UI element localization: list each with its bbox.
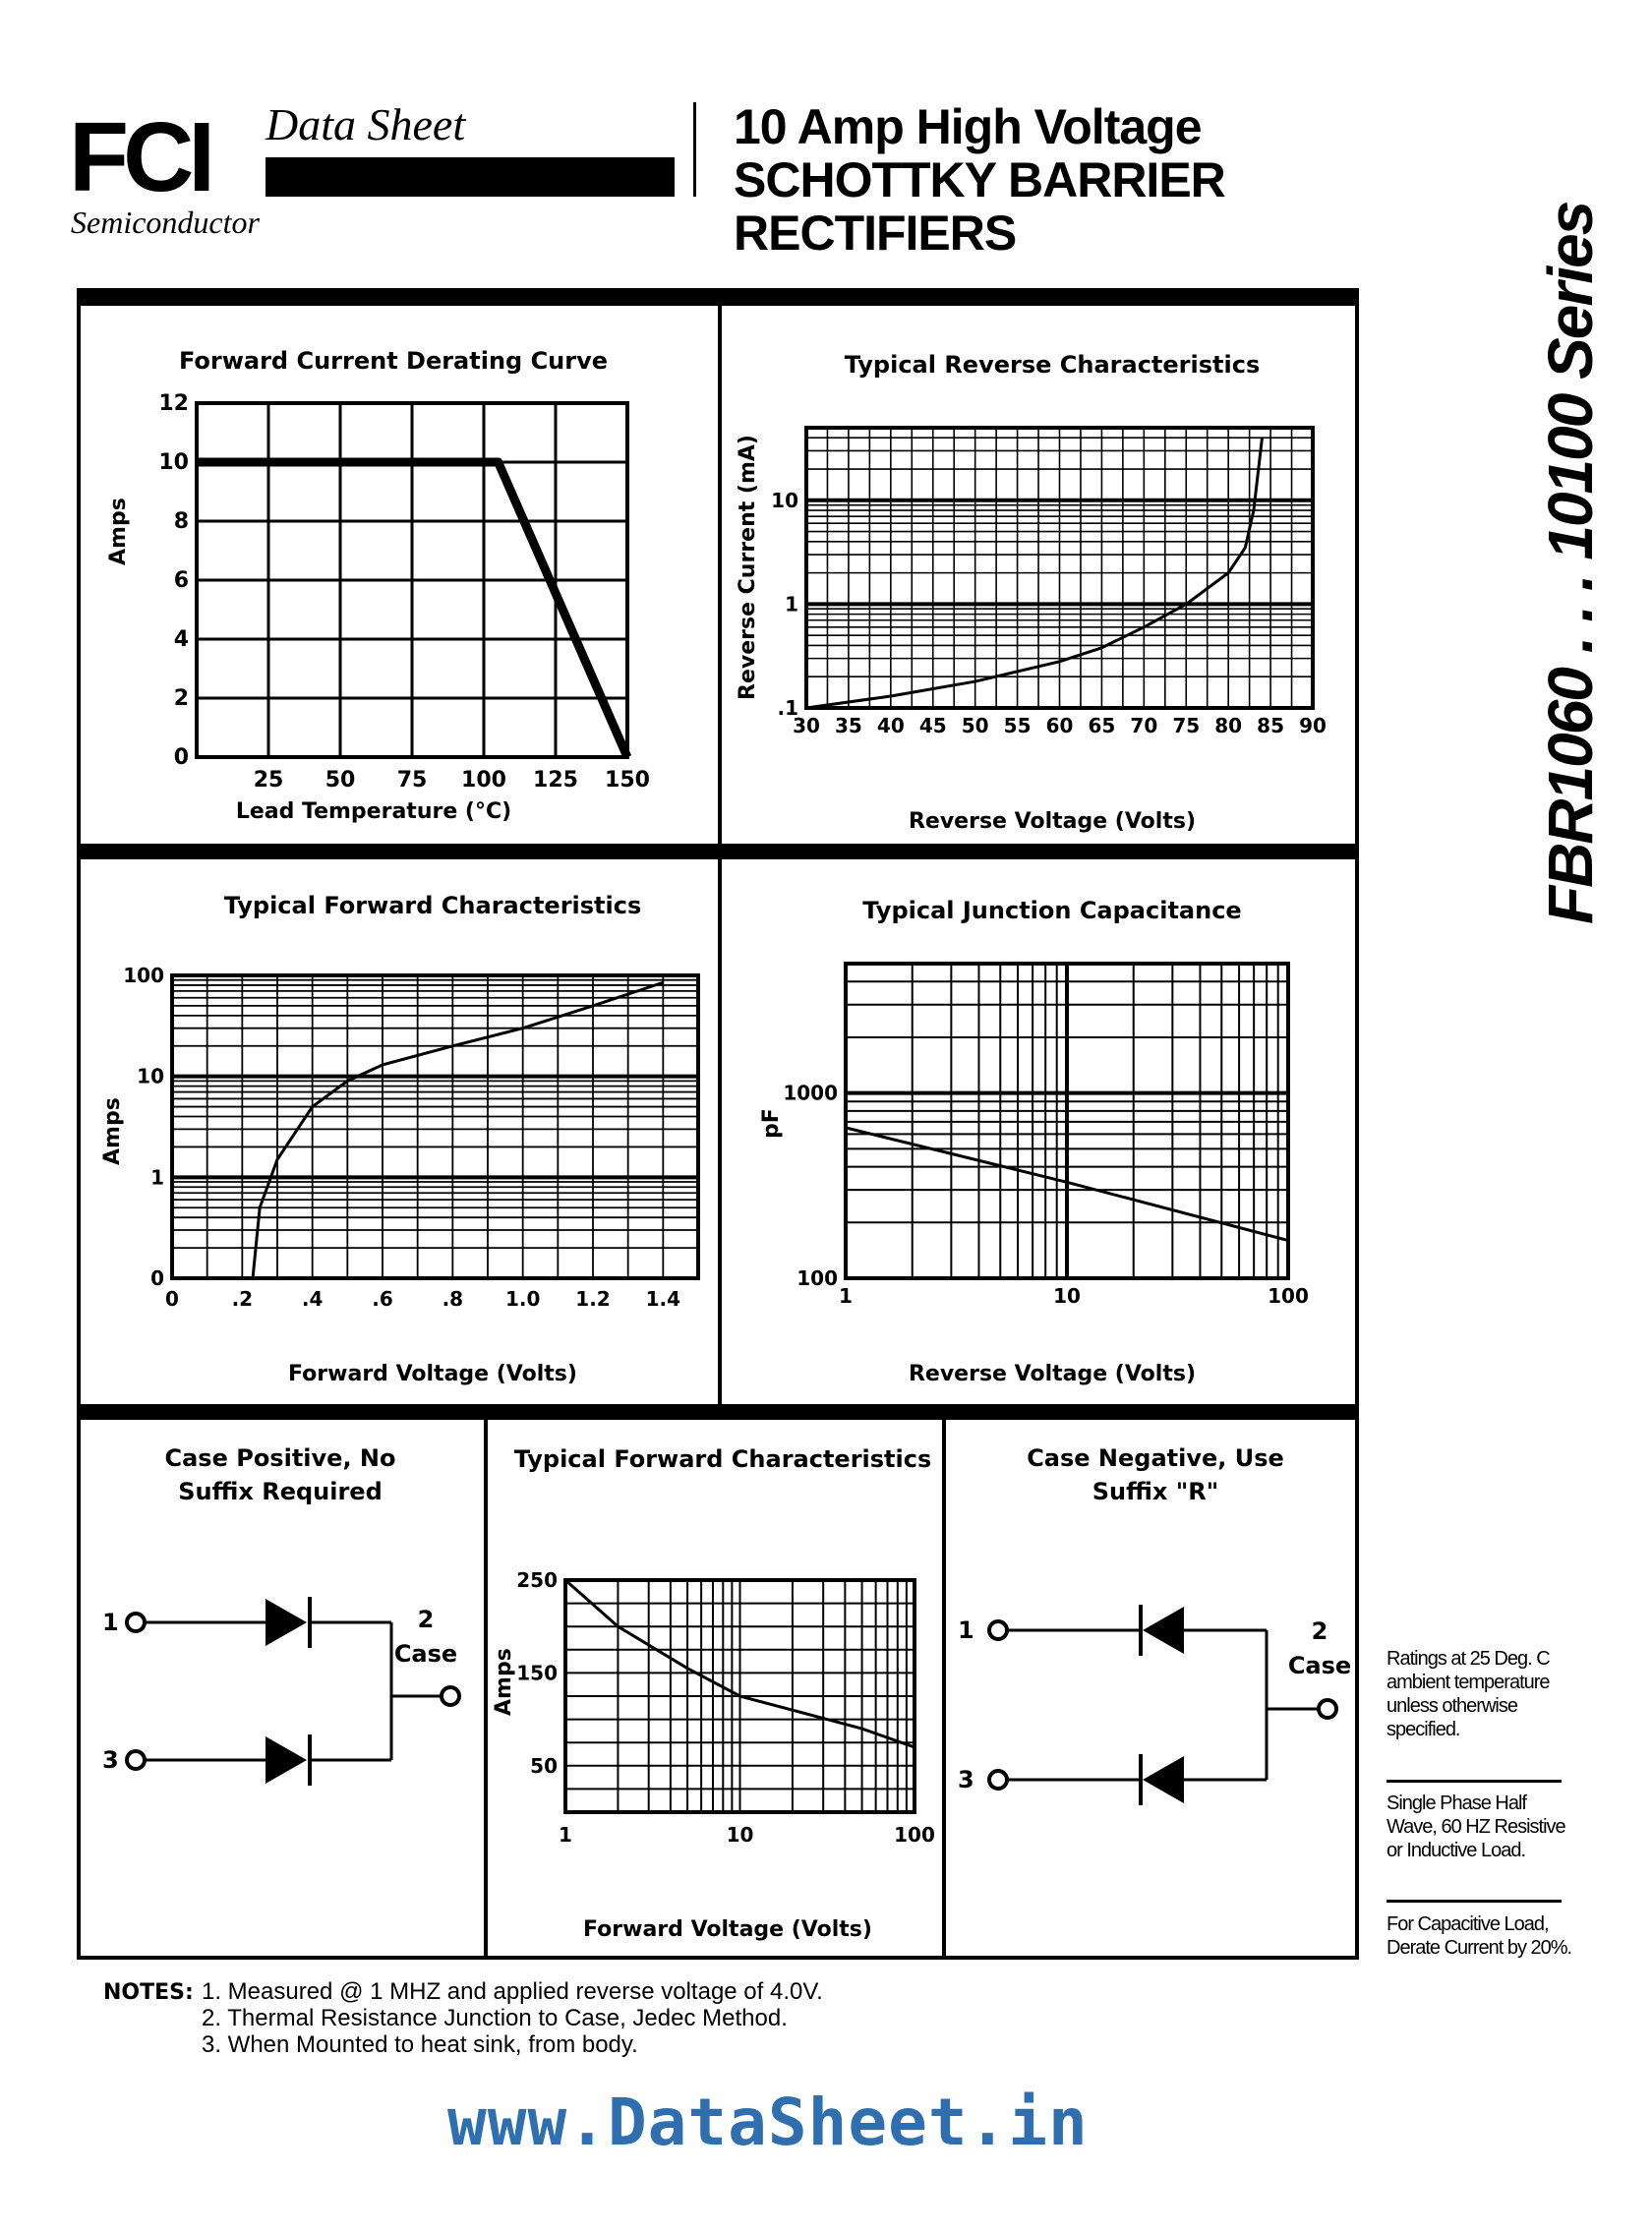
- x-tick-label: .2: [231, 1287, 254, 1311]
- pin-2-terminal: [442, 1687, 459, 1705]
- capacitance-ylabel: pF: [759, 1108, 784, 1139]
- reverse-ylabel: Reverse Current (mA): [736, 435, 760, 700]
- y-tick-label: .1: [777, 696, 798, 720]
- x-tick-label: 30: [793, 714, 820, 737]
- frame-bottom: [77, 1956, 1359, 1960]
- note-2: 2. Thermal Resistance Junction to Case, Jedec Method.: [202, 2005, 788, 2031]
- x-tick-label: 100: [1268, 1284, 1309, 1308]
- x-tick-label: 1.2: [575, 1287, 611, 1311]
- y-tick-label: 10: [158, 450, 189, 475]
- header-bar: [266, 157, 675, 197]
- surge-ylabel: Amps: [492, 1648, 516, 1716]
- y-tick-label: 250: [516, 1568, 558, 1592]
- case-positive-title-line-1: Case Positive, No: [164, 1444, 396, 1472]
- diode-1-icon: [266, 1599, 307, 1646]
- pin-2-label: 2: [417, 1606, 435, 1633]
- x-tick-label: 100: [894, 1823, 935, 1847]
- note-3: 3. When Mounted to heat sink, from body.: [202, 2031, 638, 2058]
- pin-3-label: 3: [102, 1746, 119, 1774]
- neg-pin-2-label: 2: [1311, 1617, 1328, 1645]
- y-tick-label: 1000: [783, 1081, 838, 1105]
- fci-logo: [69, 102, 246, 212]
- capacitance-chart: [783, 949, 1337, 1313]
- logo-text: FCI: [69, 102, 210, 212]
- neg-diode-3-icon: [1143, 1756, 1184, 1803]
- x-tick-label: 40: [876, 714, 905, 737]
- x-tick-label: 80: [1214, 714, 1243, 737]
- x-tick-label: 45: [918, 714, 947, 737]
- x-tick-label: 1.4: [645, 1287, 681, 1311]
- case-negative-schematic: [944, 1573, 1357, 1809]
- x-tick-label: 55: [1003, 714, 1032, 737]
- forward-ylabel: Amps: [100, 1097, 125, 1165]
- x-tick-label: 60: [1045, 714, 1074, 737]
- x-tick-label: 70: [1130, 714, 1158, 737]
- y-tick-label: 10: [137, 1064, 164, 1088]
- x-tick-label: 1: [559, 1823, 572, 1847]
- derating-chart: [98, 383, 649, 796]
- x-tick-label: 90: [1299, 714, 1327, 737]
- pin-3-terminal: [127, 1751, 145, 1769]
- y-tick-label: 8: [173, 509, 189, 534]
- diode-3-icon: [266, 1736, 307, 1784]
- y-tick-label: 0: [150, 1266, 164, 1290]
- notes-label: NOTES:: [103, 1980, 194, 2005]
- x-tick-label: 125: [533, 768, 578, 793]
- x-tick-label: .4: [301, 1287, 324, 1311]
- y-tick-label: 100: [796, 1266, 838, 1290]
- x-tick-label: 65: [1088, 714, 1116, 737]
- y-tick-label: 50: [530, 1753, 558, 1778]
- y-tick-label: 6: [173, 568, 189, 593]
- watermark-link[interactable]: www.DataSheet.in: [447, 2085, 1089, 2160]
- neg-pin-1-label: 1: [958, 1616, 974, 1644]
- x-tick-label: 100: [461, 768, 506, 793]
- y-tick-label: 150: [516, 1661, 558, 1685]
- reverse-xlabel: Reverse Voltage (Volts): [908, 809, 1196, 834]
- case-negative-title: [983, 1441, 1328, 1508]
- y-tick-label: 12: [158, 391, 189, 416]
- page-title-line-3: RECTIFIERS: [734, 206, 1017, 261]
- side-rule-1: [1386, 1780, 1562, 1783]
- y-tick-label: 4: [173, 627, 189, 652]
- x-tick-label: 1.0: [504, 1287, 541, 1311]
- case-negative-title-line-2: Suffix "R": [1092, 1478, 1219, 1505]
- x-tick-label: 35: [834, 714, 862, 737]
- col-divider-left: [484, 1404, 488, 1960]
- forward-chart: [123, 954, 708, 1318]
- x-tick-label: 50: [961, 714, 989, 737]
- x-tick-label: 25: [253, 768, 284, 793]
- col-divider-top: [718, 288, 722, 1419]
- series-label: FBR1060 . . . 10100 Series: [1535, 202, 1606, 924]
- reverse-chart: [757, 413, 1328, 747]
- x-tick-label: 50: [324, 768, 356, 793]
- pin-1-label: 1: [102, 1609, 119, 1636]
- x-tick-label: .6: [372, 1287, 393, 1311]
- x-tick-label: 150: [605, 768, 650, 793]
- note-1: 1. Measured @ 1 MHZ and applied reverse voltage of 4.0V.: [202, 1978, 823, 2005]
- derating-xlabel: Lead Temperature (°C): [235, 799, 512, 824]
- case-positive-title: [108, 1441, 452, 1508]
- y-tick-label: 2: [173, 686, 189, 711]
- capacitance-xlabel: Reverse Voltage (Volts): [908, 1362, 1196, 1386]
- case-positive-schematic: [88, 1573, 482, 1809]
- page-title-line-2: SCHOTTKY BARRIER: [734, 152, 1225, 207]
- x-tick-label: 10: [726, 1823, 754, 1847]
- y-tick-label: 1: [150, 1165, 164, 1190]
- y-tick-label: 1: [785, 592, 798, 617]
- header-divider: [693, 102, 696, 197]
- x-tick-label: 1: [839, 1284, 853, 1308]
- frame-left: [77, 288, 81, 1960]
- surge-chart: [511, 1568, 944, 1847]
- company-label: Semiconductor: [71, 205, 260, 240]
- reverse-title: Typical Reverse Characteristics: [844, 351, 1261, 379]
- x-tick-label: 85: [1257, 714, 1285, 737]
- frame-top: [77, 288, 1357, 306]
- derating-ylabel: Amps: [106, 498, 131, 565]
- case-negative-title-line-1: Case Negative, Use: [1027, 1444, 1284, 1472]
- case-label: Case: [393, 1640, 458, 1668]
- y-tick-label: 10: [771, 488, 798, 512]
- neg-pin-3-label: 3: [958, 1766, 974, 1793]
- x-tick-label: .8: [442, 1287, 464, 1311]
- plot-frame: [172, 975, 698, 1278]
- doc-type-label: Data Sheet: [266, 99, 466, 149]
- y-tick-label: 100: [123, 964, 164, 987]
- x-tick-label: 10: [1053, 1284, 1081, 1308]
- side-note-capacitive: For Capacitive Load, Derate Current by 20%.: [1386, 1913, 1572, 1959]
- neg-pin-3-terminal: [989, 1771, 1007, 1789]
- notes-block: [103, 1978, 823, 2058]
- x-tick-label: 75: [396, 768, 428, 793]
- neg-case-label: Case: [1287, 1652, 1352, 1679]
- derating-title: Forward Current Derating Curve: [178, 347, 609, 375]
- side-rule-2: [1386, 1900, 1562, 1903]
- neg-diode-1-icon: [1143, 1607, 1184, 1654]
- x-tick-label: 75: [1172, 714, 1201, 737]
- side-note-ratings: Ratings at 25 Deg. C ambient temperature unless otherwise specified.: [1386, 1648, 1550, 1740]
- forward-xlabel: Forward Voltage (Volts): [288, 1362, 577, 1386]
- case-positive-title-line-2: Suffix Required: [178, 1478, 383, 1505]
- neg-pin-2-terminal: [1319, 1700, 1336, 1718]
- side-note-load: Single Phase Half Wave, 60 HZ Resistive or Inductive Load.: [1386, 1792, 1565, 1861]
- series-line: [253, 982, 663, 1278]
- pin-1-terminal: [127, 1614, 145, 1631]
- y-tick-label: 0: [173, 745, 189, 770]
- surge-title: Typical Forward Characteristics: [513, 1445, 932, 1473]
- forward-title: Typical Forward Characteristics: [223, 892, 642, 919]
- surge-xlabel: Forward Voltage (Volts): [583, 1917, 872, 1942]
- page-title-line-1: 10 Amp High Voltage: [734, 99, 1202, 154]
- capacitance-title: Typical Junction Capacitance: [862, 897, 1242, 924]
- neg-pin-1-terminal: [989, 1621, 1007, 1639]
- x-tick-label: 0: [165, 1287, 179, 1311]
